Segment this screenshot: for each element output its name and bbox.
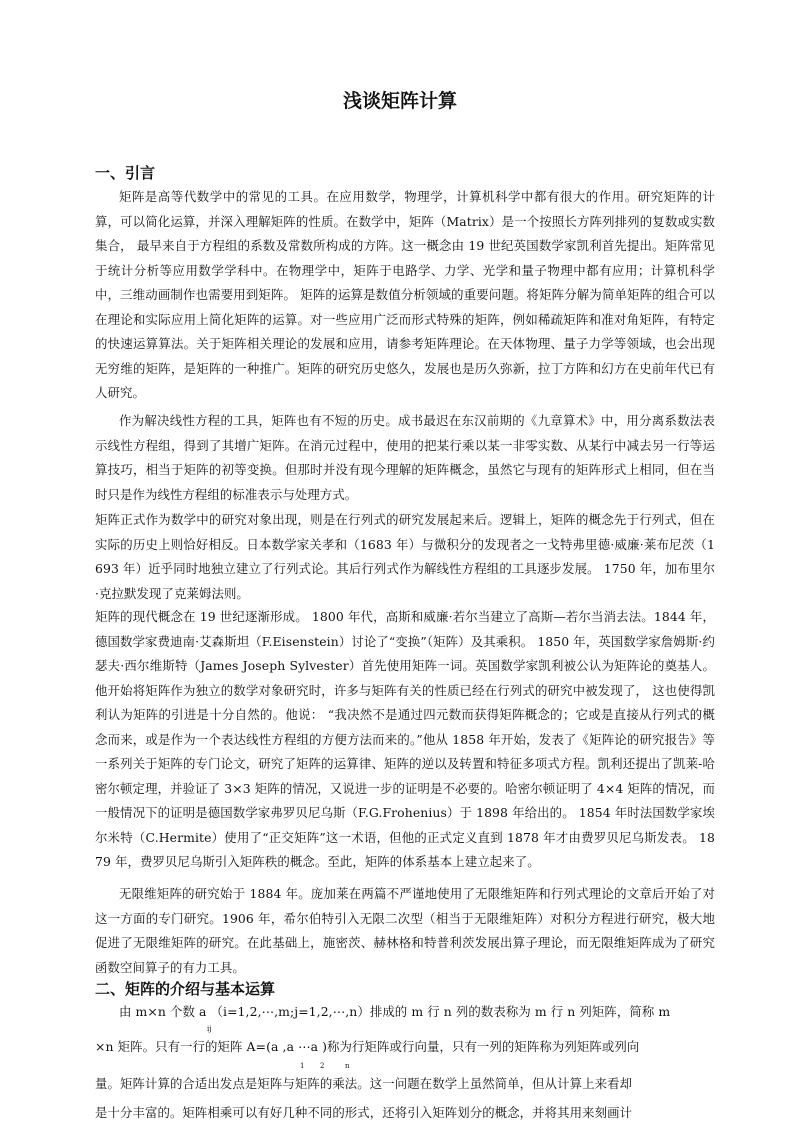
paragraph-intro-4: 矩阵的现代概念在 19 世纪逐渐形成。 1800 年代，高斯和威廉·若尔当建立了高斯—若尔当消去法。1844 年，德国数学家费迪南·艾森斯坦（F.Eisenstein）讨论了“变换”（矩阵）及其乘积。 1850 年，英国数学家詹姆斯·约瑟夫·西尔维斯特（James Joseph Sylvester）首先使用矩阵一词。英国数学家凯利被公认为矩阵论的奠基人。他开始将矩阵作为独立的数学对象研究时，许多与矩阵有关的性质已经在行列式的研究中被发现了， 这也使得凯利认为矩阵的引进是十分自然的。他说： “我决然不是通过四元数而获得矩阵概念的；它或是直接从行列式的概念而来，或是作为一个表达线性方程组的方便方法而来的。”他从 1858 年开始，发表了《矩阵论的研究报告》等一系列关于矩阵的专门论文，研究了矩阵的运算律、矩阵的逆以及转置和特征多项式方程。凯利还提出了凯莱-哈密尔顿定理，并验证了 3×3 矩阵的情况，又说进一步的证明是不必要的。哈密尔顿证明了 4×4 矩阵的情况，而一般情况下的证明是德国数学家弗罗贝尼乌斯（F.G.Frohenius）于 1898 年给出的。 1854 年时法国数学家埃尔米特（C.Hermite）使用了“正交矩阵”这一术语，但他的正式定义直到 1878 年才由费罗贝尼乌斯发表。 1879 年，费罗贝尼乌斯引入矩阵秩的概念。至此，矩阵的体系基本上建立起来了。 [95, 609, 715, 869]
matrix-definition-line-4: 是十分丰富的。矩阵相乘可以有好几种不同的形式，还将引入矩阵划分的概念，并将其用来刻画计 [95, 1105, 633, 1120]
paragraph-intro-3: 矩阵正式作为数学中的研究对象出现，则是在行列式的研究发展起来后。逻辑上，矩阵的概念先于行列式，但在实际的历史上则恰好相反。日本数学家关孝和（1683 年）与微积分的发现者之一戈特弗里德·威廉·莱布尼茨（1693 年）近乎同时地独立建立了行列式论。其后行列式作为解线性方程组的工具逐步发展。 1750 年，加布里尔·克拉默发现了克莱姆法则。 [95, 512, 715, 601]
subscript-row-2 [95, 1062, 715, 1072]
matrix-definition-line-2: ×n 矩阵。只有一行的矩阵 A=(a ,a ⋯a )称为行矩阵或行向量，只有一列的矩阵称为列矩阵或列向 [95, 1039, 640, 1054]
subscript-2: 2 [320, 1062, 325, 1070]
section-heading-introduction: 一、引言 [95, 164, 156, 182]
paragraph-intro-5: 无限维矩阵的研究始于 1884 年。庞加莱在两篇不严谨地使用了无限维矩阵和行列式理论的文章后开始了对这一方面的专门研究。1906 年，希尔伯特引入无限二次型（相当于无限维矩阵）对积分方程进行研究，极大地促进了无限维矩阵的研究。在此基础上，施密茨、赫林格和特普利茨发展出算子理论，而无限维矩阵成为了研究函数空间算子的有力工具。 [95, 886, 715, 975]
subscript-row-1 [95, 1025, 715, 1035]
section-heading-matrix-basics: 二、矩阵的介绍与基本运算 [95, 980, 276, 998]
matrix-definition-line-3: 量。矩阵计算的合适出发点是矩阵与矩阵的乘法。这一问题在数学上虽然简单，但从计算上来看却 [95, 1076, 633, 1091]
subscript-n: n [345, 1062, 350, 1070]
paragraph-intro-1: 矩阵是高等代数学中的常见的工具。在应用数学，物理学，计算机科学中都有很大的作用。研究矩阵的计算，可以简化运算，并深入理解矩阵的性质。在数学中，矩阵（Matrix）是一个按照长方阵列排列的复数或实数集合， 最早来自于方程组的系数及常数所构成的方阵。这一概念由 19 世纪英国数学家凯利首先提出。矩阵常见于统计分析等应用数学学科中。在物理学中，矩阵于电路学、力学、光学和量子物理中都有应用；计算机科学中，三维动画制作也需要用到矩阵。 矩阵的运算是数值分析领域的重要问题。将矩阵分解为简单矩阵的组合可以在理论和实际应用上简化矩阵的运算。对一些应用广泛而形式特殊的矩阵，例如稀疏矩阵和准对角矩阵，有特定的快速运算算法。关于矩阵相关理论的发展和应用，请参考矩阵理论。在天体物理、量子力学等领域，也会出现无穷维的矩阵，是矩阵的一种推广。矩阵的研究历史悠久，发展也是历久弥新，拉丁方阵和幻方在史前年代已有人研究。 [95, 189, 715, 400]
page-title: 浅谈矩阵计算 [342, 90, 457, 112]
subscript-ij: ij [207, 1025, 212, 1033]
paragraph-intro-2: 作为解决线性方程的工具，矩阵也有不短的历史。成书最迟在东汉前期的《九章算术》中，用分离系数法表示线性方程组，得到了其增广矩阵。在消元过程中，使用的把某行乘以某一非零实数、从某行中减去另一行等运算技巧，相当于矩阵的初等变换。但那时并没有现今理解的矩阵概念，虽然它与现有的矩阵形式上相同，但在当时只是作为线性方程组的标准表示与处理方式。 [95, 413, 715, 502]
matrix-definition-line-1: 由 m×n 个数 a （i=1,2,⋯,m;j=1,2,⋯,n）排成的 m 行 n 列的数表称为 m 行 n 列矩阵，简称 m [119, 1004, 671, 1019]
subscript-1: 1 [300, 1062, 305, 1070]
